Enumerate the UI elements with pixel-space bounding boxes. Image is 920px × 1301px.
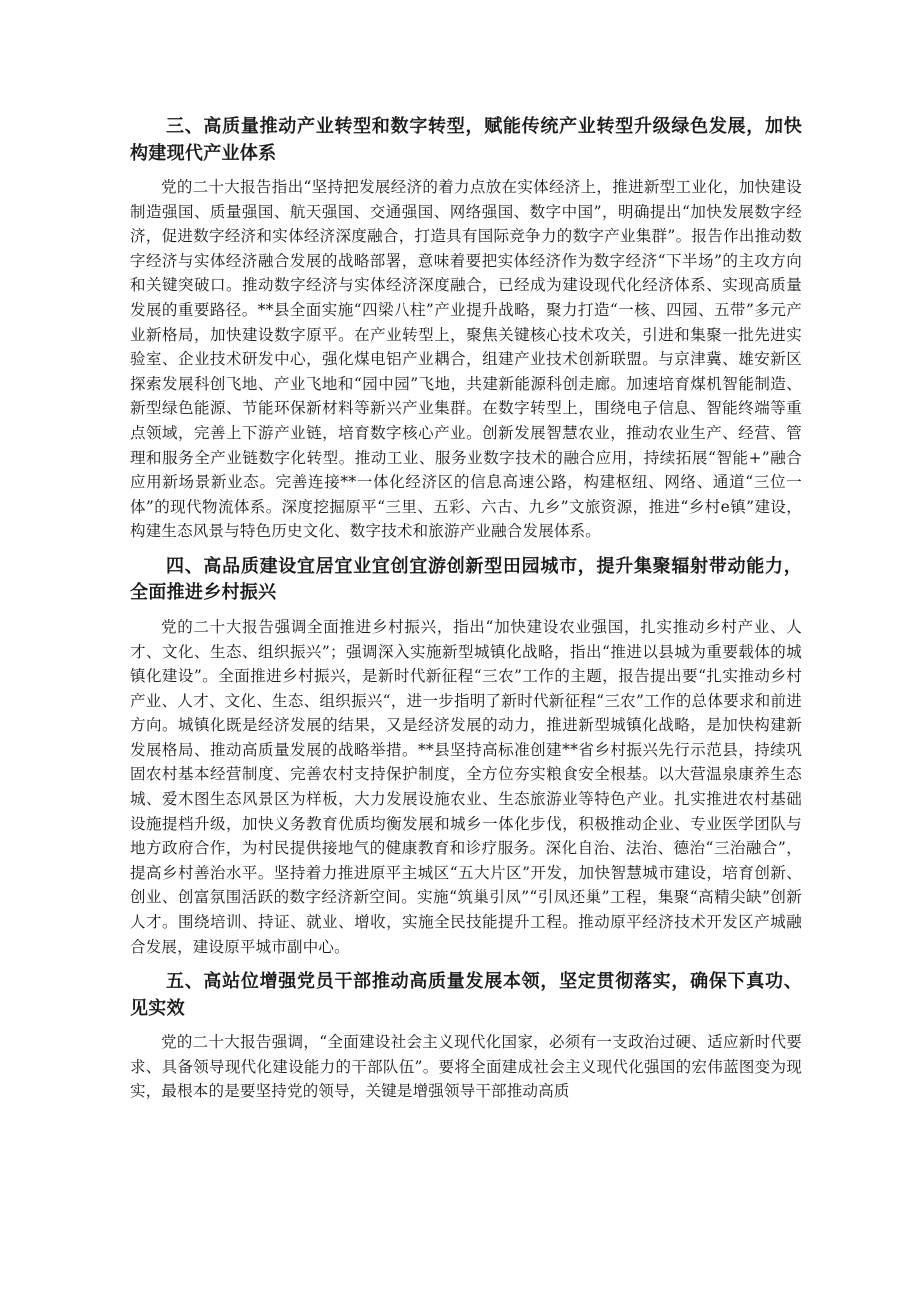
section-heading: 三、高质量推动产业转型和数字转型，赋能传统产业转型升级绿色发展，加快构建现代产业体系	[130, 116, 802, 164]
section-heading: 四、高品质建设宜居宜业宜创宜游创新型田园城市，提升集聚辐射带动能力，全面推进乡村振兴	[130, 555, 802, 604]
section-rural-revitalization	[130, 554, 802, 959]
section-paragraph: 党的二十大报告指出“坚持把发展经济的着力点放在实体经济上，推进新型工业化，加快建设制造强国、质量强国、航天强国、交通强国、网络强国、数字中国”，明确提出“加快发展数字经济，促进数字经济和实体经济深度融合，打造具有国际竞争力的数字产业集群”。报告作出推动数字经济与实体经济融合发展的战略部署，意味着要把实体经济作为数字经济“下半场”的主攻方向和关键突破口。推动数字经济与实体经济深度融合，已经成为建设现代化经济体系、实现高质量发展的重要路径。**县全面实施“四梁八柱”产业提升战略，聚力打造“一核、四园、五带”多元产业新格局，加快建设数字原平。在产业转型上，聚焦关键核心技术攻关，引进和集聚一批先进实验室、企业技术研发中心，强化煤电铝产业耦合，组建产业技术创新联盟。与京津冀、雄安新区探索发展科创飞地、产业飞地和“园中园”飞地，共建新能源科创走廊。加速培育煤机智能制造、新型绿色能源、节能环保新材料等新兴产业集群。在数字转型上，围绕电子信息、智能终端等重点领域，完善上下游产业链，培育数字核心产业。创新发展智慧农业，推动农业生产、经营、管理和服务全产业链数字化转型。推动工业、服务业数字技术的融合应用，持续拓展“智能+”融合应用新场景新业态。完善连接**一体化经济区的信息高速公路，构建枢纽、网络、通道“三位一体”的现代物流体系。深度挖掘原平“三里、五彩、六古、九乡”文旅资源，推进“乡村e镇”建设，构建生态风景与特色历史文化、数字技术和旅游产业融合发展体系。	[130, 178, 802, 541]
section-heading: 五、高站位增强党员干部推动高质量发展本领，坚定贯彻落实，确保下真功、见实效	[130, 971, 802, 1019]
section-paragraph: 党的二十大报告强调，“全面建设社会主义现代化国家，必须有一支政治过硬、适应新时代要求、具备领导现代化建设能力的干部队伍”。要将全面建成社会主义现代化强国的宏伟蓝图变为现实，最根本的是要坚持党的领导，关键是增强领导干部推动高质	[130, 1033, 802, 1101]
section-industry-digital-transformation	[130, 114, 802, 544]
section-paragraph: 党的二十大报告强调全面推进乡村振兴，指出“加快建设农业强国，扎实推动乡村产业、人才、文化、生态、组织振兴”；强调深入实施新型城镇化战略，指出“推进以县城为重要载体的城镇化建设”。全面推进乡村振兴，是新时代新征程“三农”工作的主题，报告提出要“扎实推动乡村产业、人才、文化、生态、组织振兴“，进一步指明了新时代新征程“三农”工作的总体要求和前进方向。城镇化既是经济发展的结果，又是经济发展的动力，推进新型城镇化战略，是加快构建新发展格局、推动高质量发展的战略举措。**县坚持高标准创建**省乡村振兴先行示范县，持续巩固农村基本经营制度、完善农村支持保护制度，全方位夯实粮食安全根基。以大营温泉康养生态城、爱木图生态风景区为样板，大力发展设施农业、生态旅游业等特色产业。扎实推进农村基础设施提档升级，加快义务教育优质均衡发展和城乡一体化步伐，积极推动企业、专业医学团队与地方政府合作，为村民提供接地气的健康教育和诊疗服务。深化自治、法治、德治“三治融合”，提高乡村善治水平。坚持着力推进原平主城区“五大片区”开发，加快智慧城市建设，培育创新、创业、创富氛围活跃的数字经济新空间。实施“筑巢引凤”“引凤还巢”工程，集聚“高精尖缺”创新人才。围绕培训、持证、就业、增收，实施全民技能提升工程。推动原平经济技术开发区产城融合发展，建设原平城市副中心。	[130, 617, 802, 956]
section-cadre-capability	[130, 969, 802, 1104]
